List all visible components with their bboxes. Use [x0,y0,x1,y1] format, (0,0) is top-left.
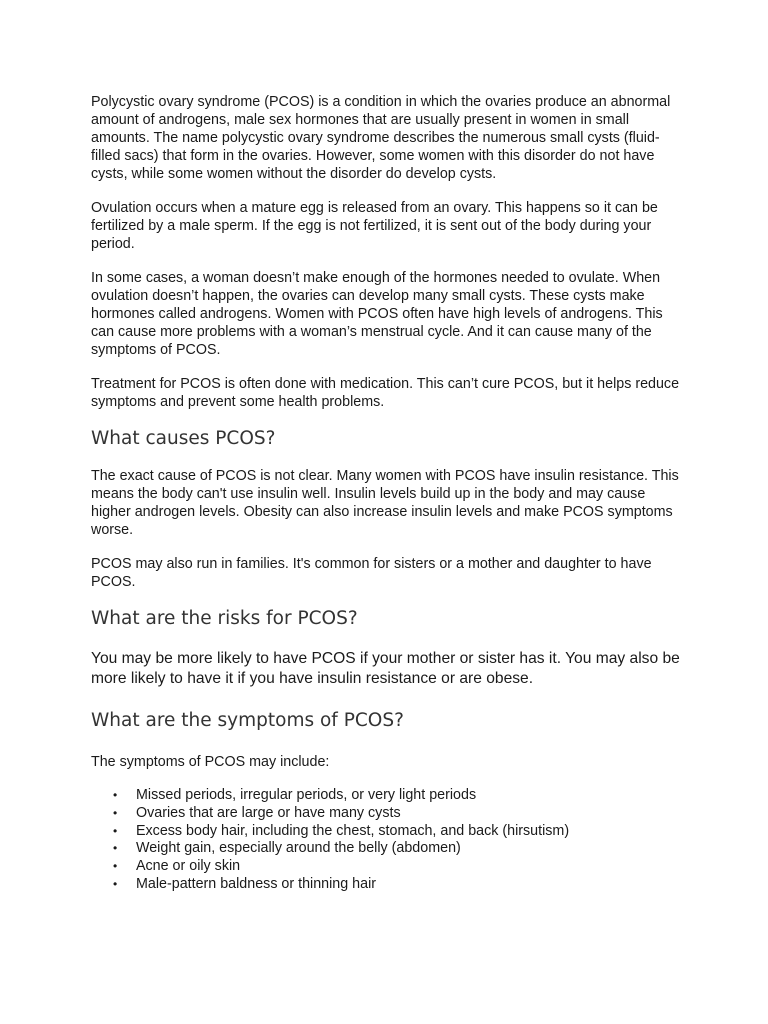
list-item [91,787,686,805]
intro-paragraph-1: Polycystic ovary syndrome (PCOS) is a condition in which the ovaries produce an abnormal amount of androgens, male sex hormones that are usually present in women in small amounts. The name polycystic ovary syndrome describes the numerous small cysts (fluid-filled sacs) that form in the ovaries. However, some women with this disorder do not have cysts, while some women without the disorder do develop cysts. [91,94,671,182]
bullet-icon: • [113,788,118,802]
symptoms-intro: The symptoms of PCOS may include: [91,754,330,770]
symptoms-list [91,787,686,894]
bullet-icon: • [113,823,118,838]
risks-heading: What are the risks for PCOS? [91,608,358,629]
list-item [91,876,686,894]
bullet-icon: • [113,805,118,820]
list-item-text: Male-pattern baldness or thinning hair [136,875,377,892]
list-item [91,858,686,876]
list-item-text: Ovaries that are large or have many cysts [136,804,401,821]
list-item-text: Missed periods, irregular periods, or very light periods [136,787,477,803]
list-item-text: Acne or oily skin [136,858,241,875]
symptoms-heading: What are the symptoms of PCOS? [91,710,404,731]
intro-paragraph-4: Treatment for PCOS is often done with medication. This can’t cure PCOS, but it helps reduce symptoms and prevent some health problems. [91,376,680,410]
intro-paragraph-2: Ovulation occurs when a mature egg is released from an ovary. This happens so it can be fertilized by a male sperm. If the egg is not fertilized, it is sent out of the body during your period. [91,200,658,252]
document-page [91,93,686,894]
list-item [91,823,686,841]
list-item [91,805,686,823]
causes-paragraph-1: The exact cause of PCOS is not clear. Many women with PCOS have insulin resistance. This means the body can't use insulin well. Insulin levels build up in the body and may cause higher androgen levels. Obesity can also increase insulin levels and make PCOS symptoms worse. [91,468,679,538]
intro-paragraph-3: In some cases, a woman doesn’t make enough of the hormones needed to ovulate. When ovulation doesn’t happen, the ovaries can develop many small cysts. These cysts make hormones called androgens. Women with PCOS often have high levels of androgens. This can cause more problems with a woman’s menstrual cycle. And it can cause many of the symptoms of PCOS. [91,270,663,358]
causes-paragraph-2: PCOS may also run in families. It's common for sisters or a mother and daughter to have PCOS. [91,556,652,590]
causes-heading: What causes PCOS? [91,428,276,449]
risks-paragraph: You may be more likely to have PCOS if your mother or sister has it. You may also be more likely to have it if you have insulin resistance or are obese. [91,650,680,687]
list-item-text: Weight gain, especially around the belly (abdomen) [136,840,461,857]
list-item [91,840,686,858]
list-item-text: Excess body hair, including the chest, stomach, and back (hirsutism) [136,822,570,839]
bullet-icon: • [113,859,118,874]
bullet-icon: • [113,876,118,891]
bullet-icon: • [113,841,118,856]
